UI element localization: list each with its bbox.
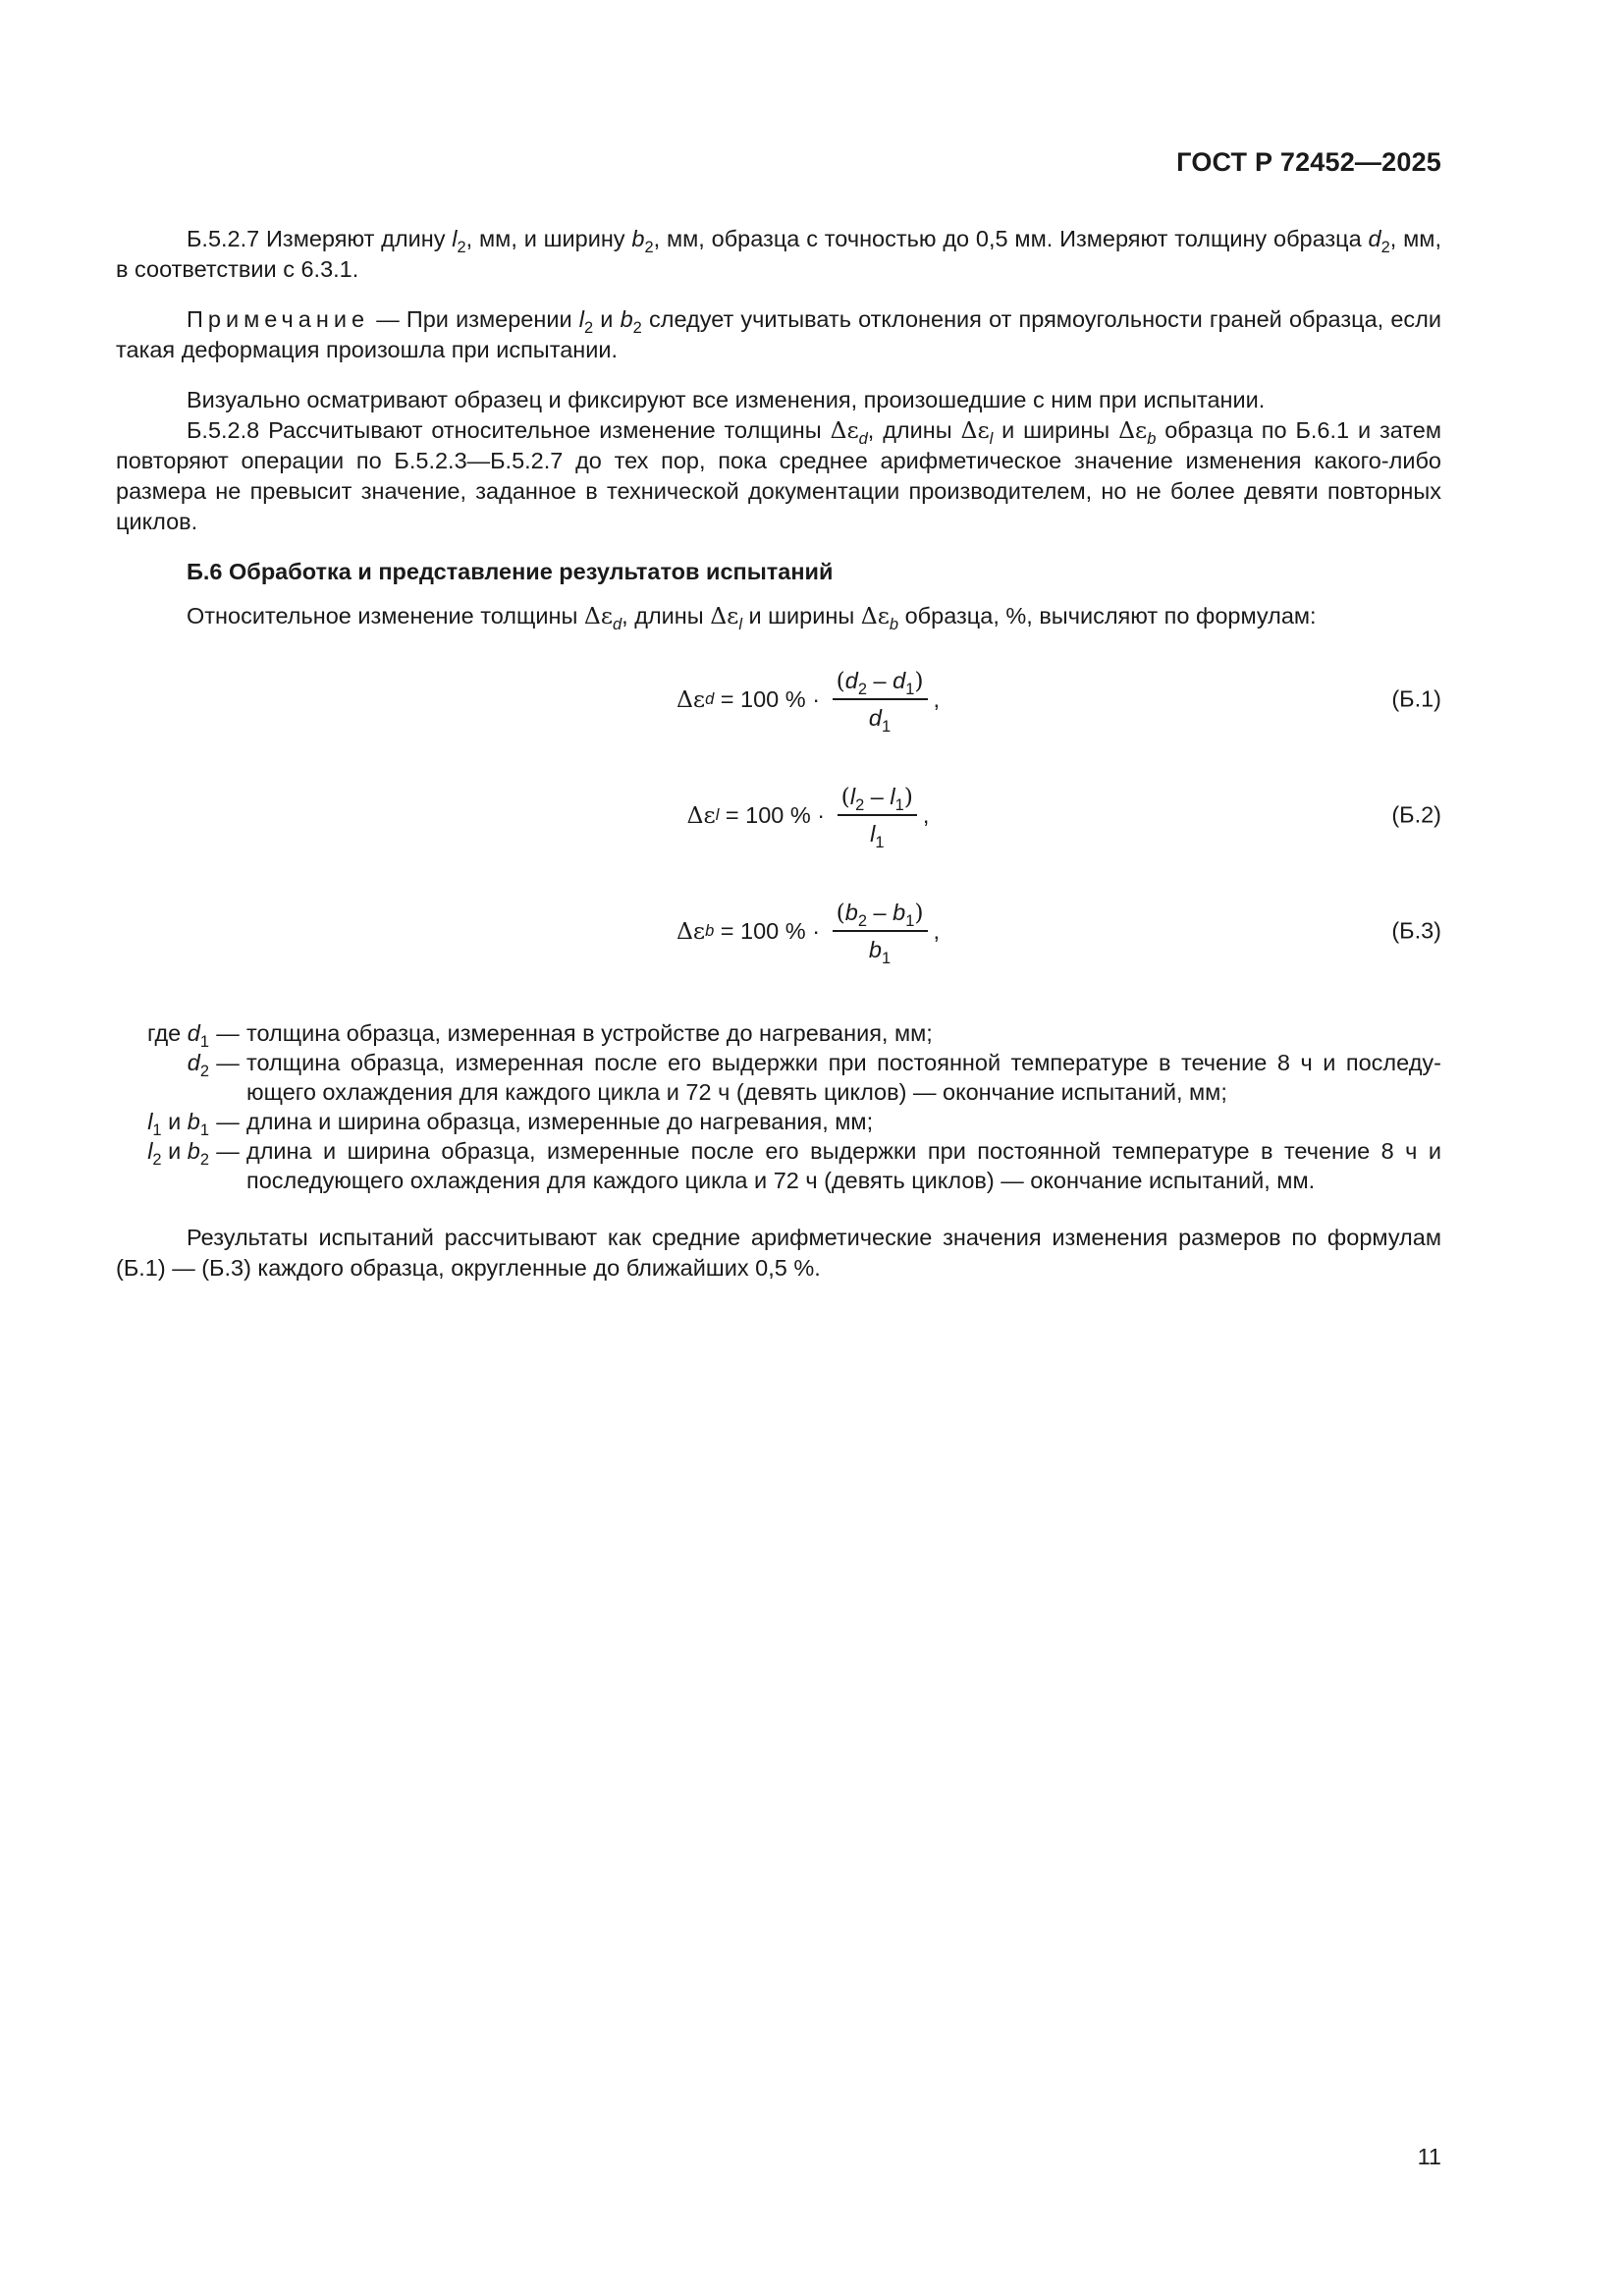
- equation-number: (Б.3): [1391, 917, 1441, 944]
- definition-row: $l_1$ и $b_1$ — длина и ширина образца, измеренные до нагревания, мм;: [116, 1107, 1441, 1136]
- fraction-numerator: $(l_2 - l_1)$: [840, 783, 913, 814]
- page-number: 11: [1417, 2144, 1441, 2169]
- paragraph-b527: Б.5.2.7 Измеряют длину $l_2$, мм, и ширину $b_2$, мм, образца с точностью до 0,5 мм. Измеряют толщину образца $d_2$, мм, в соответствии с 6.3.1.: [116, 226, 1441, 282]
- formula-expression: Δε b = 100 % · $\frac{(b_2 - b_1)}{b_1}$ ,: [676, 899, 941, 967]
- note-paragraph: Примечание — При измерении $l_2$ и $b_2$ следует учитывать отклонения от прямоугольности граней образца, если такая деформация произошла при испытании.: [116, 306, 1442, 362]
- definition-text: толщина образца, измеренная в устройстве до нагревания, мм;: [246, 1020, 933, 1046]
- paragraph-formulas-intro: Относительное изменение толщины $\Delta\varepsilon_d$, длины $\Delta\varepsilon_l$ и ширины $\Delta\varepsilon_b$ образца, %, вычисляют по формулам:: [187, 602, 1317, 633]
- note-label: Примечание: [187, 306, 370, 332]
- definition-term: $d_2$: [187, 1050, 209, 1080]
- formula-expression: Δε l = 100 % · $\frac{(l_2 - l_1)}{l_1}$ ,: [686, 783, 930, 851]
- definition-text: длина и ширина образца, измеренные до нагревания, мм;: [246, 1109, 874, 1134]
- definition-text: толщина образца, измеренная после его выдержки при постоянной температуре в течение 8 ч и последующего охлаждения для каждого цикла и 72 ч (девять циклов) — окончание испытаний, мм;: [246, 1050, 1441, 1105]
- fraction-numerator: $(b_2 - b_1)$: [836, 899, 924, 930]
- formula-expression: Δε d = 100 % · $\frac{(d_2 - d_1)}{d_1}$ ,: [676, 667, 941, 736]
- definition-row: $l_2$ и $b_2$ — длина и ширина образца, измеренные после его выдержки при постоянной температуре в течение 8 ч и последующего охлаждения для каждого цикла и 72 ч (девять циклов) — окончание испытаний, мм.: [116, 1136, 1441, 1195]
- fraction: [833, 666, 928, 736]
- definition-term: $l_2$ и $b_2$: [147, 1138, 209, 1169]
- paragraph-visual-inspection: Визуально осматривают образец и фиксируют все изменения, произошедшие с ним при испытании.: [187, 387, 1266, 412]
- formula-b2: [116, 773, 1441, 857]
- fraction: [838, 782, 917, 851]
- fraction-numerator: $(d_2 - d_1)$: [836, 667, 924, 698]
- equation-number: (Б.2): [1391, 801, 1441, 828]
- fraction-denominator: $b_1$: [868, 936, 892, 967]
- definition-text: длина и ширина образца, измеренные после его выдержки при постоянной температуре в течение 8 ч и последующего охлаждения для каждого цикла и 72 ч (девять циклов) — окончание испытаний, мм.: [246, 1138, 1441, 1193]
- paragraph-results: Результаты испытаний рассчитывают как средние арифметические значения изменения размеров по формулам (Б.1) — (Б.3) каждого образца, округленные до ближайших 0,5 %.: [116, 1225, 1441, 1281]
- section-heading: Б.6 Обработка и представление результатов испытаний: [187, 559, 834, 584]
- equation-number: (Б.1): [1391, 685, 1441, 712]
- definition-row: $d_2$ — толщина образца, измеренная после его выдержки при постоянной температуре в течение 8 ч и последующего охлаждения для каждого цикла и 72 ч (девять циклов) — окончание испытаний, мм;: [116, 1048, 1441, 1107]
- definition-term: где $d_1$: [146, 1020, 209, 1051]
- fraction: [833, 898, 928, 967]
- document-header: ГОСТ Р 72452—2025: [1176, 147, 1441, 177]
- fraction-denominator: $l_1$: [870, 820, 885, 851]
- definition-term: $l_1$ и $b_1$: [147, 1109, 209, 1139]
- formula-b3: [116, 889, 1441, 973]
- page-content: [116, 224, 1441, 1284]
- variable-definitions: [116, 1018, 1441, 1195]
- paragraph-b528: Б.5.2.8 Рассчитывают относительное изменение толщины $\Delta\varepsilon_d$, длины $\Delta\varepsilon_l$ и ширины $\Delta\varepsilon_b$ образца по Б.6.1 и затем повторяют операции по Б.5.2.3—Б.5.2.7 до тех пор, пока среднее арифметическое значение изменения какого-либо размера не превысит значение, заданное в технической документации производителем, но не более девяти повторных циклов.: [116, 416, 1441, 534]
- formula-b1: [116, 657, 1441, 741]
- definition-row: где $d_1$ — толщина образца, измеренная в устройстве до нагревания, мм;: [116, 1018, 1441, 1048]
- fraction-denominator: $d_1$: [868, 704, 892, 736]
